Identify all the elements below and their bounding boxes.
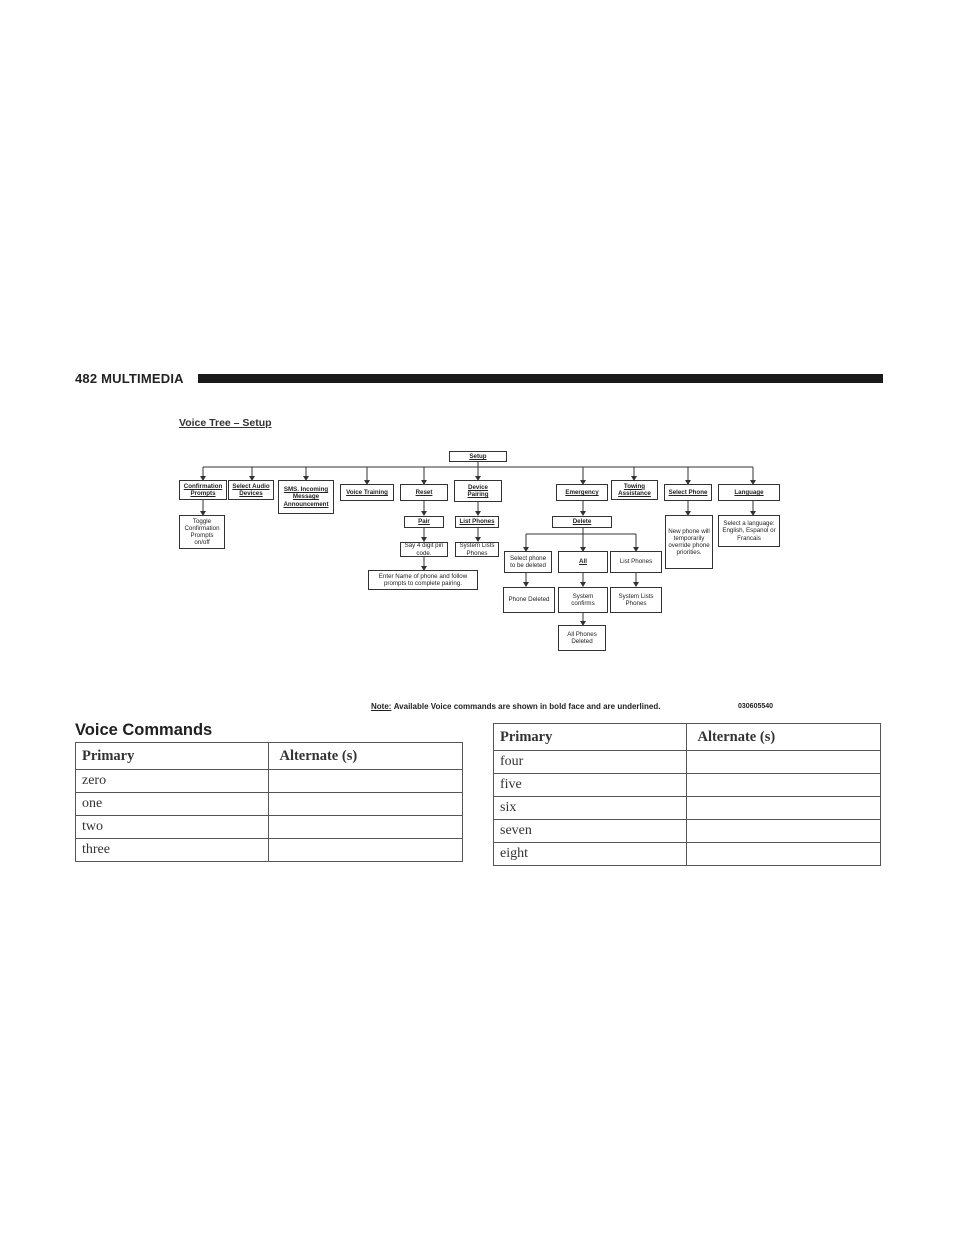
node-emergency: Emergency <box>556 484 608 501</box>
section-title: Voice Commands <box>75 721 213 739</box>
cell-alternate <box>687 774 881 797</box>
header-rule <box>198 374 883 383</box>
node-say-pin: Say 4 digit pin code. <box>400 542 448 557</box>
node-toggle-confirmation: Toggle Confirmation Prompts on/off <box>179 515 225 549</box>
node-all: All <box>558 551 608 573</box>
node-pair: Pair <box>404 516 444 528</box>
cell-primary: four <box>494 751 687 774</box>
header-alternate: Alternate (s) <box>269 743 463 770</box>
header-primary: Primary <box>494 724 687 751</box>
header-primary: Primary <box>76 743 269 770</box>
figure-note <box>371 702 660 711</box>
section-name: MULTIMEDIA <box>101 371 184 386</box>
header-alternate: Alternate (s) <box>687 724 881 751</box>
table-row <box>494 843 881 866</box>
cell-primary: eight <box>494 843 687 866</box>
page-header <box>75 371 883 387</box>
cell-alternate <box>269 839 463 862</box>
cell-primary: one <box>76 793 269 816</box>
table-row <box>76 839 463 862</box>
table-row <box>494 751 881 774</box>
table-row <box>494 774 881 797</box>
note-label: Note: <box>371 702 392 711</box>
node-language: Language <box>718 484 780 501</box>
cell-alternate <box>269 770 463 793</box>
page-header-label <box>75 371 184 387</box>
table-row <box>76 816 463 839</box>
node-select-phone-deleted: Select phone to be deleted <box>504 551 552 573</box>
table-header-row <box>494 724 881 751</box>
table-row <box>76 770 463 793</box>
cell-primary: three <box>76 839 269 862</box>
node-setup: Setup <box>449 451 507 462</box>
cell-primary: seven <box>494 820 687 843</box>
figure-title: Voice Tree – Setup <box>179 417 272 429</box>
node-voice-training: Voice Training <box>340 484 394 501</box>
cell-primary: two <box>76 816 269 839</box>
node-system-lists-phones-2: System Lists Phones <box>610 587 662 613</box>
figure-code: 030605540 <box>738 703 774 710</box>
node-device-pairing: Device Pairing <box>454 480 502 502</box>
node-system-confirms: System confirms <box>558 587 608 613</box>
voice-commands-table-right <box>493 723 881 866</box>
cell-alternate <box>269 816 463 839</box>
table-header-row <box>76 743 463 770</box>
node-confirmation-prompts: Confirmation Prompts <box>179 480 227 500</box>
table-row <box>76 793 463 816</box>
node-new-phone: New phone will temporarily override phone priorities. <box>665 515 713 569</box>
node-all-phones-deleted: All Phones Deleted <box>558 625 606 651</box>
table-row <box>494 820 881 843</box>
node-select-language: Select a language: English, Espanol or Francais <box>718 515 780 547</box>
node-system-lists-phones-1: System Lists Phones <box>455 542 499 557</box>
node-select-phone: Select Phone <box>664 484 712 501</box>
cell-primary: zero <box>76 770 269 793</box>
cell-alternate <box>687 751 881 774</box>
node-list-phones-plain: List Phones <box>610 551 662 573</box>
voice-tree-figure <box>168 412 788 717</box>
voice-commands-table-left <box>75 742 463 862</box>
table-row <box>494 797 881 820</box>
cell-alternate <box>687 820 881 843</box>
cell-alternate <box>687 843 881 866</box>
node-delete: Delete <box>552 516 612 528</box>
node-reset: Reset <box>400 484 448 501</box>
node-phone-deleted: Phone Deleted <box>503 587 555 613</box>
node-sms-incoming: SMS. Incoming Message Announcement <box>278 480 334 514</box>
cell-primary: six <box>494 797 687 820</box>
page-number: 482 <box>75 371 98 386</box>
node-select-audio-devices: Select Audio Devices <box>228 480 274 500</box>
note-text: Available Voice commands are shown in bold face and are underlined. <box>393 702 661 711</box>
node-enter-name: Enter Name of phone and follow prompts to complete pairing. <box>368 570 478 590</box>
cell-primary: five <box>494 774 687 797</box>
cell-alternate <box>687 797 881 820</box>
node-towing-assistance: Towing Assistance <box>611 480 658 500</box>
cell-alternate <box>269 793 463 816</box>
node-list-phones-cmd: List Phones <box>455 516 499 528</box>
